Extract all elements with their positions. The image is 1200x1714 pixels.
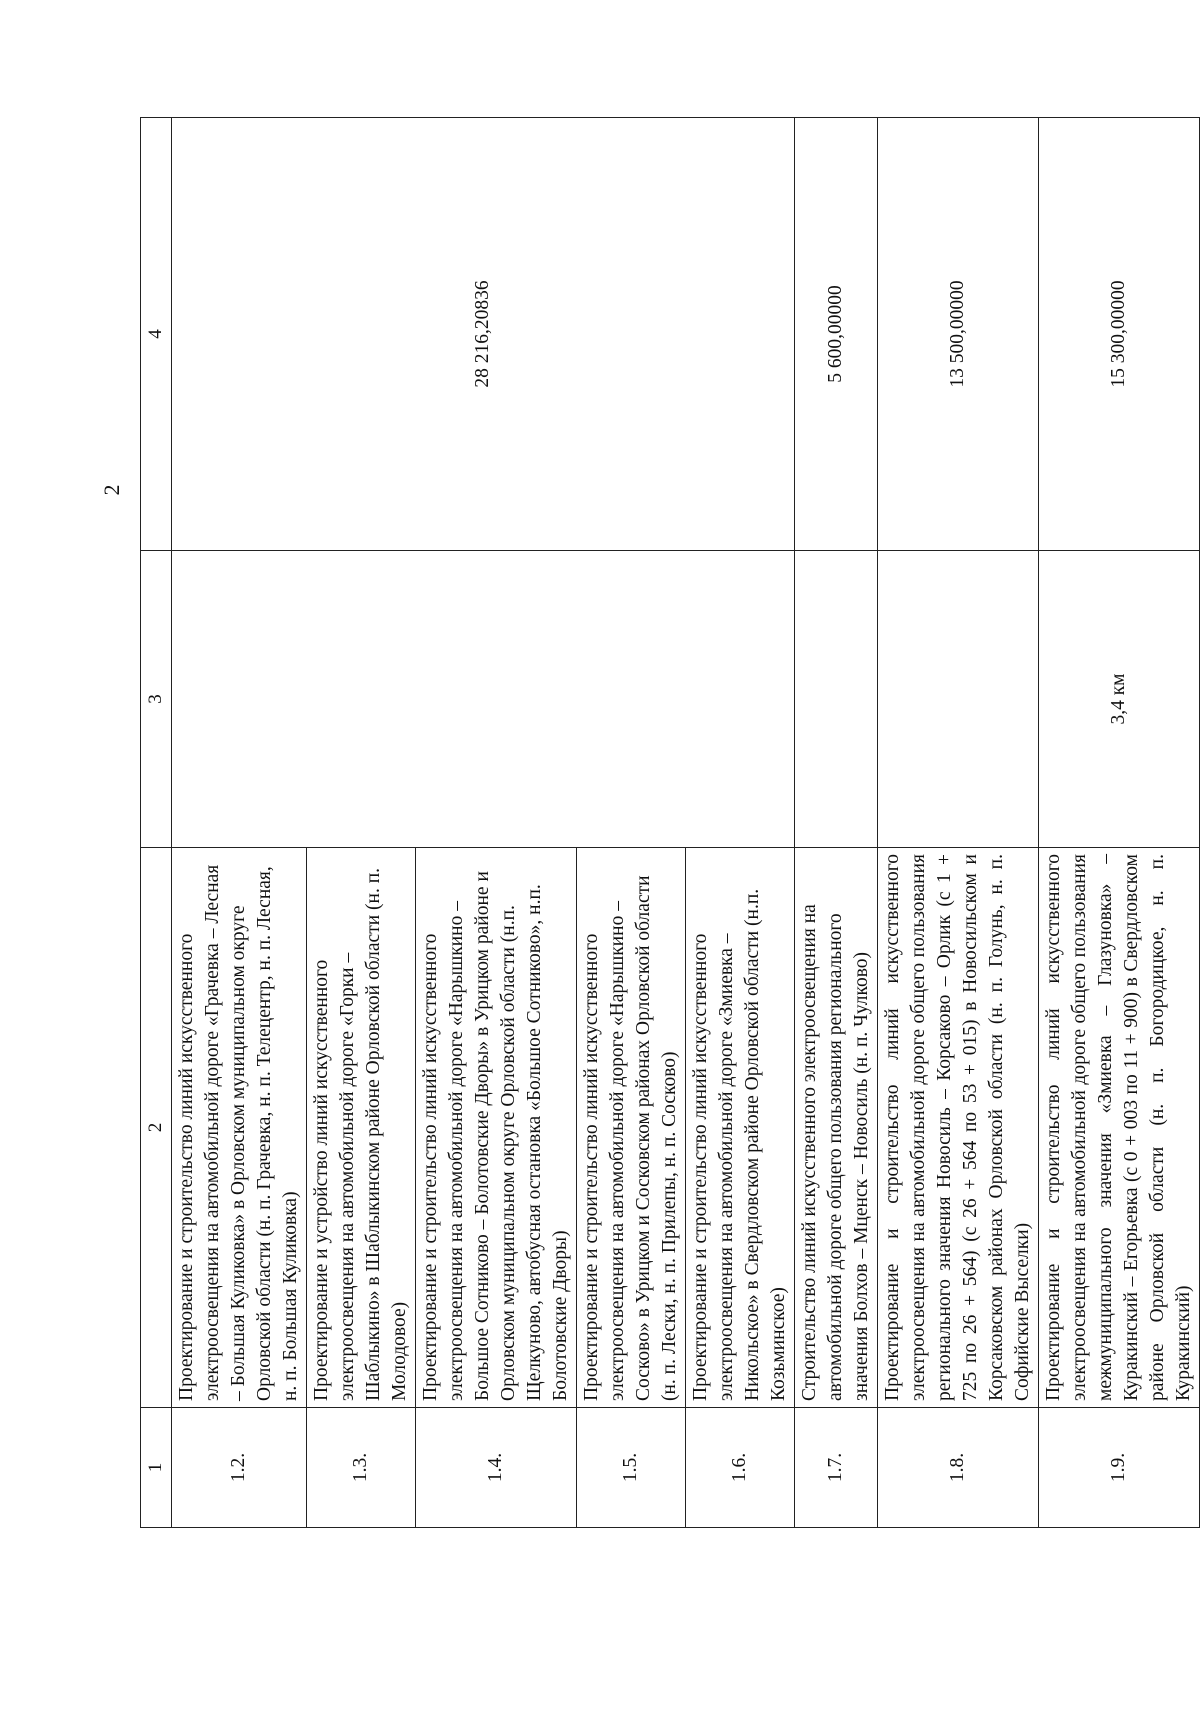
header-cell-4: 4 (141, 118, 172, 551)
row-length (795, 551, 878, 848)
row-sum: 28 216,20836 (172, 118, 795, 551)
row-description: Проектирование и устройство линий искусственного электроосвещения на автомобильной дороге «Горки – Шаблыкино» в Шаблыкинском районе Орловской области (н. п. Молодовое) (307, 848, 416, 1408)
table-row (795, 118, 878, 1528)
row-length (172, 551, 795, 848)
header-row (141, 118, 172, 1528)
table-container (140, 118, 1194, 1528)
rotated-table-frame (140, 118, 1194, 1528)
row-sum: 13 500,00000 (878, 118, 1039, 551)
row-number: 1.6. (686, 1408, 795, 1528)
row-number: 1.7. (795, 1408, 878, 1528)
table-row (172, 118, 307, 1528)
row-sum: 15 300,00000 (1039, 118, 1200, 551)
row-description: Проектирование и строительство линий искусственного электроосвещения на автомобильной дороге общего пользования межмуниципального значения «Змиевка – Глазуновка» – Куракинский – Егорьевка (с 0 + 003 по 11 + 900) в Свердловском районе Орловской области (н. п. Богородицкое, н. п. Куракинский) (1039, 848, 1200, 1408)
row-sum: 5 600,00000 (795, 118, 878, 551)
row-number: 1.8. (878, 1408, 1039, 1528)
row-description: Проектирование и строительство линий искусственного электроосвещения на автомобильной дороге «Нарышкино – Сосково» в Урицком и Сосковском районах Орловской области (н. п. Лески, н. п. Прилепы, н. п. Сосково) (577, 848, 686, 1408)
row-number: 1.2. (172, 1408, 307, 1528)
row-description: Строительство линий искусственного электроосвещения на автомобильной дороге общего пользования регионального значения Болхов – Мценск – Новосиль (н. п. Чулково) (795, 848, 878, 1408)
row-length (878, 551, 1039, 848)
header-cell-3: 3 (141, 551, 172, 848)
row-number: 1.9. (1039, 1408, 1200, 1528)
row-description: Проектирование и строительство линий искусственного электроосвещения на автомобильной дороге общего пользования регионального значения Новосиль – Корсаково – Орлик (с 1 + 725 по 26 + 564) (с 26 + 564 по 53 + 015) в Новосильском и Корсаковском районах Орловской области (н. п. Голунь, н. п. Софийские Выселки) (878, 848, 1039, 1408)
header-cell-1: 1 (141, 1408, 172, 1528)
row-number: 1.5. (577, 1408, 686, 1528)
row-length: 3,4 км (1039, 551, 1200, 848)
row-description: Проектирование и строительство линий искусственного электроосвещения на автомобильной дороге «Нарышкино – Большое Сотниково – Болотовские Дворы» в Урицком районе и Орловском муниципальном округе Орловской области (н.п. Щелкуново, автобусная остановка «Большое Сотниково», н.п. Болотовские Дворы) (416, 848, 577, 1408)
row-number: 1.4. (416, 1408, 577, 1528)
table-row (1039, 118, 1200, 1528)
row-description: Проектирование и строительство линий искусственного электроосвещения на автомобильной дороге «Змиевка – Никольское» в Свердловском районе Орловской области (н.п. Козьминское) (686, 848, 795, 1408)
row-number: 1.3. (307, 1408, 416, 1528)
table-row (878, 118, 1039, 1528)
page-number: 2 (99, 484, 124, 496)
row-description: Проектирование и строительство линий искусственного электроосвещения на автомобильной дороге «Грачевка – Лесная – Большая Куликовка» в Орловском муниципальном округе Орловской области (н. п. Грачевка, н. п. Телецентр, н. п. Лесная, н. п. Большая Куликовка) (172, 848, 307, 1408)
header-cell-2: 2 (141, 848, 172, 1408)
document-table (140, 117, 1200, 1528)
